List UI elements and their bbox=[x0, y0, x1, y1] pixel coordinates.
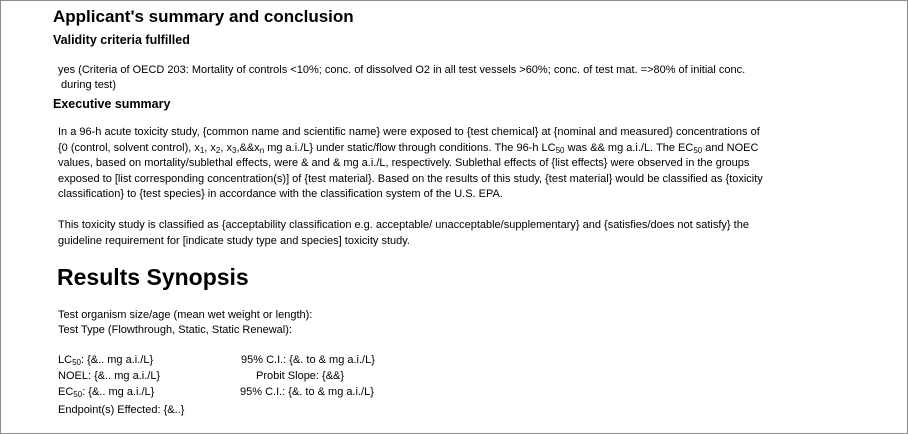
exec-p2-line-2: guideline requirement for [indicate study type and species] toxicity study. bbox=[58, 234, 410, 247]
results-title: Results Synopsis bbox=[57, 264, 249, 290]
section-title: Applicant's summary and conclusion bbox=[53, 7, 354, 26]
exec-line-2 bbox=[58, 141, 848, 157]
validity-text-line1: yes (Criteria of OECD 203: Mortality of controls <10%; conc. of dissolved O2 in all test vessels >60%; conc. of test mat. =>80% of initial conc. bbox=[58, 64, 746, 76]
probit-slope: Probit Slope: {&&} bbox=[256, 370, 345, 382]
subscript: 50 bbox=[555, 145, 565, 155]
executive-heading: Executive summary bbox=[53, 97, 171, 111]
ec50-text: : {&.. mg a.i./L} bbox=[82, 386, 155, 398]
exec-line-5: classification} to {test species} in accordance with the classification system of the U.S. EPA. bbox=[58, 188, 503, 200]
lc50-prefix: LC bbox=[58, 354, 73, 366]
test-type-label: Test Type (Flowthrough, Static, Static Renewal): bbox=[58, 324, 292, 336]
subscript: 50 bbox=[72, 358, 81, 367]
subscript: 50 bbox=[73, 390, 83, 399]
endpoints-effected: Endpoint(s) Effected: {&..} bbox=[58, 404, 185, 416]
lc50-value bbox=[58, 353, 153, 368]
validity-text-line2: during test) bbox=[61, 79, 117, 91]
exec-line-1: In a 96-h acute toxicity study, {common name and scientific name} were exposed to {test chemical} at {nominal and measured} concentrations of bbox=[58, 126, 760, 138]
ec50-prefix: EC bbox=[58, 386, 74, 398]
exec-line-2-part: , x bbox=[220, 141, 232, 154]
subscript: n bbox=[259, 145, 265, 155]
validity-heading: Validity criteria fulfilled bbox=[53, 33, 190, 47]
exec-line-2-part: and NOEC bbox=[702, 141, 759, 154]
exec-line-2-part: was && mg a.i./L. The EC bbox=[564, 141, 694, 154]
exec-line-2-part: ,&&x bbox=[236, 141, 260, 154]
exec-line-3: values, based on mortality/sublethal effects, were & and & mg a.i./L, respectively. Sublethal effects of {list effects} were observed in the groups bbox=[58, 157, 750, 169]
exec-line-4: exposed to [list corresponding concentration(s)] of {test material}. Based on the results of this study, {test material} would be classified as {toxicity bbox=[58, 172, 763, 185]
subscript: 2 bbox=[215, 145, 221, 155]
subscript: 3 bbox=[232, 145, 237, 155]
exec-line-2-part: , x bbox=[204, 141, 216, 154]
exec-line-2-part: mg a.i./L} under static/flow through conditions. The 96-h LC bbox=[264, 141, 556, 154]
exec-line-2-part: {0 (control, solvent control), x bbox=[58, 141, 200, 154]
executive-paragraph-1 bbox=[58, 125, 848, 203]
organism-size-label: Test organism size/age (mean wet weight or length): bbox=[58, 309, 313, 321]
subscript: 1 bbox=[199, 145, 205, 155]
subscript: 50 bbox=[693, 145, 703, 155]
noel-value: NOEL: {&.. mg a.i./L} bbox=[58, 370, 161, 382]
ec50-ci: 95% C.I.: {&. to & mg a.i./L} bbox=[240, 386, 374, 398]
exec-p2-line-1: This toxicity study is classified as {acceptability classification e.g. acceptable/ unacceptable/supplementary} and {satisfies/does not satisfy} the bbox=[58, 219, 749, 231]
lc50-ci: 95% C.I.: {&. to & mg a.i./L} bbox=[241, 354, 375, 366]
ec50-value bbox=[58, 385, 154, 400]
lc50-text: : {&.. mg a.i./L} bbox=[80, 354, 154, 366]
executive-paragraph-2 bbox=[58, 218, 848, 249]
